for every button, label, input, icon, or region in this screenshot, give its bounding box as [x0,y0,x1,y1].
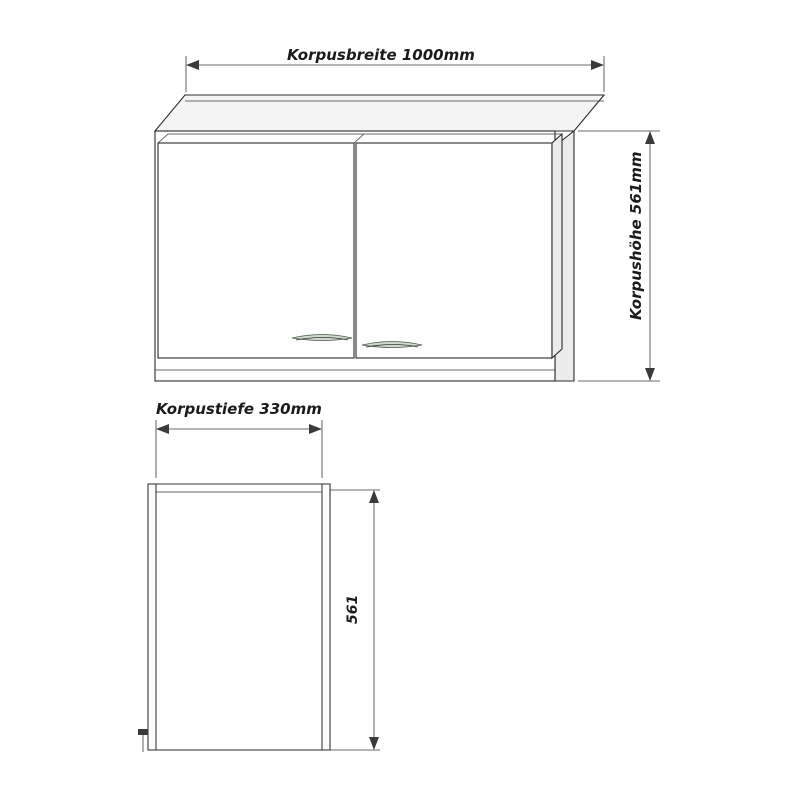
side-height-value-label: 561 [345,594,361,624]
left-door[interactable] [158,143,354,358]
wall-bracket-marker [138,729,148,735]
cabinet-top-panel [155,95,604,131]
width-arrow-left [186,60,199,70]
right-door-thickness [552,134,562,358]
korpushoehe-label: Korpushöhe 561mm [627,151,645,320]
width-arrow-right [591,60,604,70]
side-height-arrow-bottom [369,737,379,750]
side-view-group [138,420,380,752]
depth-arrow-left [156,424,169,434]
side-view-door-edge [322,484,330,750]
right-door[interactable] [356,143,552,358]
depth-arrow-right [309,424,322,434]
front-view-group [155,56,660,381]
side-height-arrow-top [369,490,379,503]
korpustiefe-label: Korpustiefe 330mm [156,400,322,418]
height-arrow-bottom [645,368,655,381]
korpusbreite-label: Korpusbreite 1000mm [287,46,475,64]
side-view-back-panel [148,484,156,750]
height-arrow-top [645,131,655,144]
side-view-body [148,484,330,750]
